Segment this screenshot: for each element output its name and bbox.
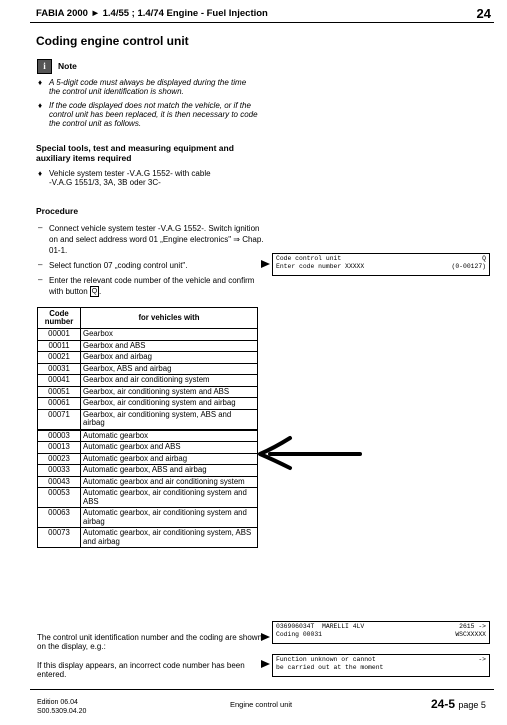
code-table-body [38, 329, 258, 548]
vehicle-description-cell: Automatic gearbox, air conditioning system and ABS [81, 488, 258, 508]
code-number-cell: 00051 [38, 386, 81, 398]
footer-divider [30, 689, 494, 690]
table-row [38, 488, 258, 508]
info-icon: i [37, 59, 52, 74]
table-row [38, 430, 258, 442]
procedure-step-3-text: Enter the relevant code number of the vehicle and confirm with button [49, 276, 255, 296]
code-number-cell: 00071 [38, 409, 81, 430]
display-text: Q [482, 255, 486, 262]
tester-display-2 [272, 621, 490, 644]
header-divider [30, 22, 494, 23]
header-page-number: 24 [476, 6, 491, 21]
footer-page-label: page 5 [458, 700, 486, 710]
display-text: -> [478, 656, 486, 663]
vehicle-description-cell: Gearbox and airbag [81, 352, 258, 364]
footer-page-code: 24-5 [431, 697, 456, 711]
vehicle-description-cell: Gearbox and air conditioning system [81, 375, 258, 387]
table-header-row [38, 308, 258, 329]
vehicle-description-cell: Automatic gearbox, ABS and airbag [81, 465, 258, 477]
procedure-step-2: Select function 07 „coding control unit". [49, 261, 188, 270]
vehicle-description-cell: Gearbox, ABS and airbag [81, 363, 258, 375]
table-row [38, 453, 258, 465]
display-text: (0-00127) [451, 262, 486, 270]
display-description-2: If this display appears, an incorrect code number has been entered. [37, 661, 245, 679]
display-text: 036906034T MARELLI 4LV [276, 623, 365, 630]
vehicle-description-cell: Gearbox, air conditioning system and airbag [81, 398, 258, 410]
table-row [38, 508, 258, 528]
display-line [276, 631, 486, 639]
table-row [38, 386, 258, 398]
code-number-cell: 00003 [38, 430, 81, 442]
table-row [38, 528, 258, 548]
display-text: Coding 00031 [276, 630, 323, 638]
vehicle-description-cell: Automatic gearbox, air conditioning system and airbag [81, 508, 258, 528]
tools-item-line-1: Vehicle system tester -V.A.G 1552- with cable [49, 169, 211, 178]
vehicle-description-cell: Automatic gearbox, air conditioning system, ABS and airbag [81, 528, 258, 548]
code-number-cell: 00061 [38, 398, 81, 410]
code-number-cell: 00041 [38, 375, 81, 387]
tester-display-3 [272, 654, 490, 677]
vehicle-description-cell: Gearbox [81, 329, 258, 341]
procedure-heading: Procedure [36, 206, 79, 216]
bullet-icon: ♦ [38, 101, 43, 110]
code-number-cell: 00033 [38, 465, 81, 477]
note-label: Note [58, 61, 77, 71]
arrow-right-icon: ► [90, 8, 100, 19]
tools-item [49, 169, 259, 187]
tools-heading: Special tools, test and measuring equipment and auxiliary items required [36, 143, 234, 163]
vehicle-description-cell: Automatic gearbox and ABS [81, 442, 258, 454]
q-button-icon: Q [91, 288, 98, 296]
footer-edition-block [37, 698, 86, 716]
table-row [38, 329, 258, 341]
code-number-cell: 00013 [38, 442, 81, 454]
code-number-cell: 00053 [38, 488, 81, 508]
display-text: WSCXXXXX [455, 630, 486, 638]
tools-item-line-2: -V.A.G 1551/3, 3A, 3B oder 3C- [49, 178, 161, 187]
note-item-2: If the code displayed does not match the vehicle, or if the control unit has been replaced, it is then necessary to code the control unit as follows. [49, 101, 258, 128]
procedure-step-3 [49, 275, 264, 297]
header-engine: 1.4/55 ; 1.4/74 Engine - Fuel Injection [102, 8, 268, 19]
table-row [38, 465, 258, 477]
pointer-triangle-icon [261, 260, 270, 268]
footer-doc-number: S00.5309.04.20 [37, 708, 87, 715]
header-title [36, 8, 268, 19]
display-line [276, 623, 486, 631]
bullet-icon: ♦ [38, 169, 43, 178]
display-line [276, 656, 486, 664]
display-text: 2615 -> [459, 623, 486, 630]
vehicle-description-cell: Gearbox, air conditioning system, ABS and airbag [81, 409, 258, 430]
display-description-1: The control unit identification number and the coding are shown on the display, e.g.: [37, 633, 263, 651]
display-line [276, 263, 486, 271]
dash-marker: – [38, 223, 43, 232]
code-number-cell: 00021 [38, 352, 81, 364]
display-text: Function unknown or cannot [276, 656, 376, 663]
page-title: Coding engine control unit [36, 34, 189, 48]
footer-edition: Edition 06.04 [37, 699, 78, 706]
display-line [276, 255, 486, 263]
procedure-step-3-end: . [98, 287, 102, 296]
footer-section: Engine control unit [230, 700, 293, 709]
code-number-cell: 00043 [38, 476, 81, 488]
display-text: Code control unit [276, 255, 342, 262]
code-number-cell: 00011 [38, 340, 81, 352]
display-text: be carried out at the moment [276, 663, 384, 671]
vehicle-description-cell: Automatic gearbox and airbag [81, 453, 258, 465]
table-row [38, 352, 258, 364]
table-row [38, 375, 258, 387]
col-vehicle-header: for vehicles with [81, 308, 258, 329]
table-row [38, 398, 258, 410]
dash-marker: – [38, 275, 43, 284]
display-text: Enter code number XXXXX [276, 262, 365, 270]
table-row [38, 340, 258, 352]
vehicle-description-cell: Gearbox and ABS [81, 340, 258, 352]
bullet-icon: ♦ [38, 78, 43, 87]
pointer-triangle-icon [261, 633, 270, 641]
vehicle-description-cell: Automatic gearbox and air conditioning system [81, 476, 258, 488]
code-number-cell: 00073 [38, 528, 81, 548]
tester-display-1 [272, 253, 490, 276]
code-number-cell: 00063 [38, 508, 81, 528]
vehicle-description-cell: Automatic gearbox [81, 430, 258, 442]
code-number-cell: 00001 [38, 329, 81, 341]
table-row [38, 409, 258, 430]
table-row [38, 363, 258, 375]
table-row [38, 442, 258, 454]
pointer-triangle-icon [261, 660, 270, 668]
code-table [37, 307, 258, 548]
display-line [276, 664, 486, 672]
header-model: FABIA 2000 [36, 8, 88, 19]
code-number-cell: 00031 [38, 363, 81, 375]
table-row [38, 476, 258, 488]
note-item-1: A 5-digit code must always be displayed during the time the control unit identification is shown. [49, 78, 247, 96]
arrow-left-icon [256, 432, 366, 472]
col-code-header: Code number [38, 308, 81, 329]
footer-page [431, 697, 486, 711]
vehicle-description-cell: Gearbox, air conditioning system and ABS [81, 386, 258, 398]
procedure-step-1: Connect vehicle system tester -V.A.G 1552-. Switch ignition on and select address word 01 „Engine electronics" ⇒ Chap. 01-1. [49, 224, 264, 255]
dash-marker: – [38, 260, 43, 269]
code-number-cell: 00023 [38, 453, 81, 465]
